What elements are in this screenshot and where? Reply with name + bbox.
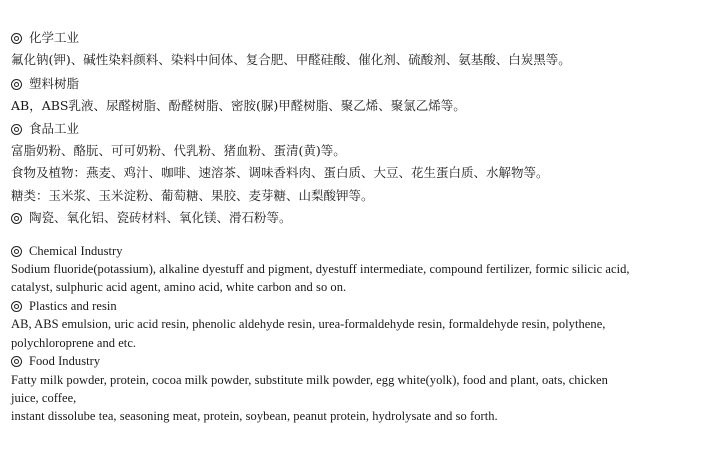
circle-bullet-icon: [11, 356, 22, 367]
food-heading-zh: [11, 120, 79, 138]
chemical-line2-en: catalyst, sulphuric acid agent, amino acid, white carbon and so on.: [11, 280, 347, 294]
circle-bullet-icon: [11, 246, 22, 257]
plastics-heading-zh: [11, 75, 79, 93]
food-line2-en: juice, coffee,: [11, 391, 77, 405]
heading-text: Chemical Industry: [29, 244, 123, 258]
circle-bullet-icon: [11, 124, 22, 135]
food-line3-en: instant dissolube tea, seasoning meat, protein, soybean, peanut protein, hydrolysate and so forth.: [11, 409, 498, 423]
heading-text: Food Industry: [29, 354, 101, 368]
plastics-line1-en: AB, ABS emulsion, uric acid resin, phenolic aldehyde resin, urea-formaldehyde resin, formaldehyde resin, polythene,: [11, 317, 606, 331]
food-line3-zh: 糖类：玉米浆、玉米淀粉、葡萄糖、果胶、麦芽糖、山梨酸钾等。: [11, 188, 374, 203]
food-line1-en: Fatty milk powder, protein, cocoa milk powder, substitute milk powder, egg white(yolk), food and plant, oats, chicken: [11, 373, 608, 387]
chemical-heading-zh: [11, 29, 79, 47]
heading-text: Plastics and resin: [29, 299, 117, 313]
plastics-heading-en: [11, 297, 117, 315]
circle-bullet-icon: [11, 79, 22, 90]
circle-bullet-icon: [11, 213, 22, 224]
heading-text: 塑料树脂: [29, 76, 80, 91]
plastics-line2-en: polychloroprene and etc.: [11, 336, 137, 350]
heading-text: 陶瓷、氧化铝、瓷砖材料、氧化镁、滑石粉等。: [29, 210, 292, 225]
ceramics-heading-zh: [11, 209, 292, 227]
chemical-text-zh: 氟化钠(钾)、碱性染料颜料、染料中间体、复合肥、甲醛硅酸、催化剂、硫酸剂、氨基酸、白炭黑等。: [11, 52, 571, 67]
circle-bullet-icon: [11, 301, 22, 312]
heading-text: 化学工业: [29, 30, 80, 45]
plastics-text-zh: AB，ABS乳液、尿醛树脂、酚醛树脂、密胺(脲)甲醛树脂、聚乙烯、聚氯乙烯等。: [11, 98, 466, 113]
food-line1-zh: 富脂奶粉、酪朊、可可奶粉、代乳粉、猪血粉、蛋清(黄)等。: [11, 143, 346, 158]
heading-text: 食品工业: [29, 121, 80, 136]
chemical-heading-en: [11, 242, 123, 260]
circle-bullet-icon: [11, 33, 22, 44]
food-heading-en: [11, 352, 100, 370]
food-line2-zh: 食物及植物：燕麦、鸡汁、咖啡、速溶茶、调味香料肉、蛋白质、大豆、花生蛋白质、水解物等。: [11, 165, 549, 180]
chemical-line1-en: Sodium fluoride(potassium), alkaline dyestuff and pigment, dyestuff intermediate, compound fertilizer, formic silicic acid,: [11, 262, 630, 276]
